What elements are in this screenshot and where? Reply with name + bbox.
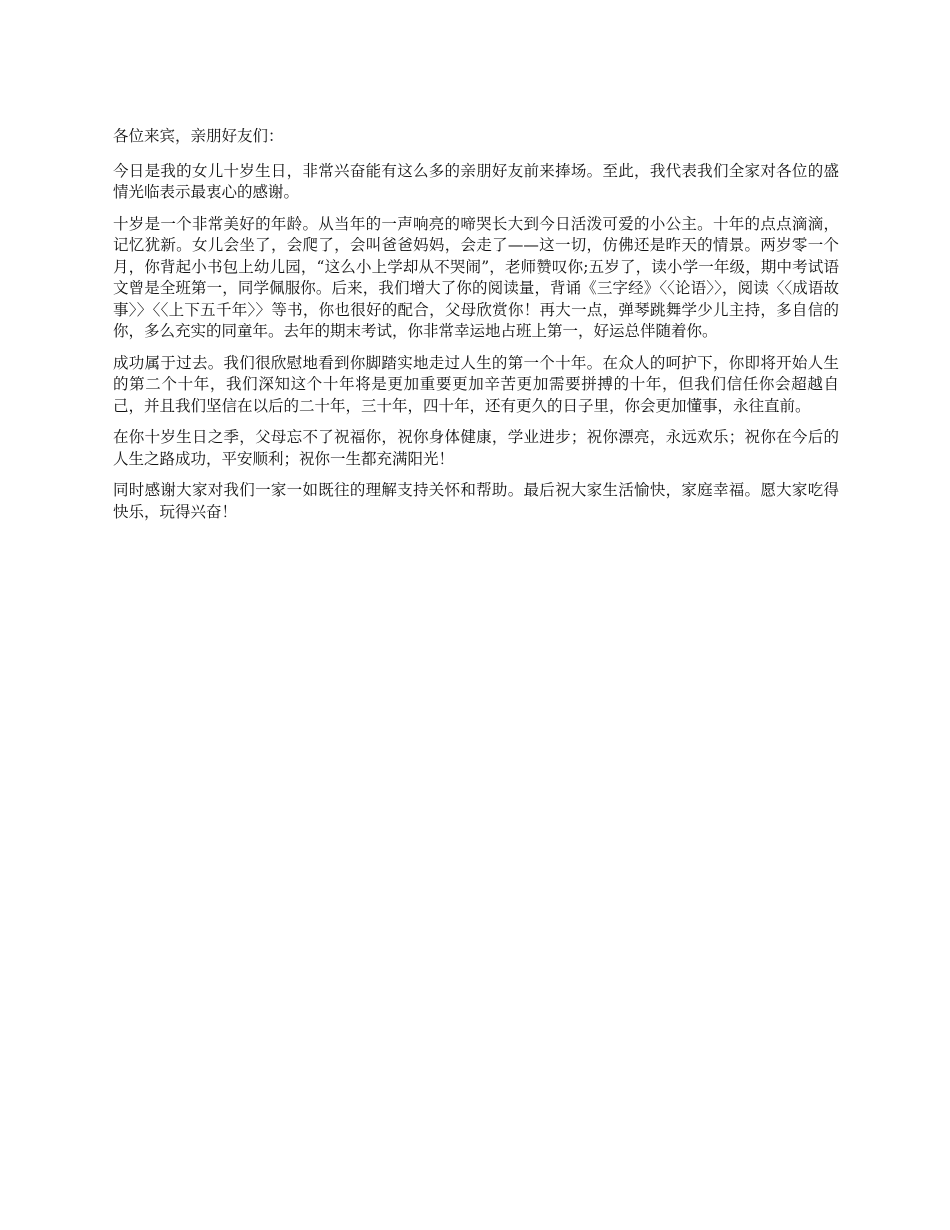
paragraph-childhood: 十岁是一个非常美好的年龄。从当年的一声响亮的啼哭长大到今日活泼可爱的小公主。十年的点点滴滴，记忆犹新。女儿会坐了，会爬了，会叫爸爸妈妈，会走了——这一切，仿佛还是昨天的情景。两岁零一个月，你背起小书包上幼儿园，“这么小上学却从不哭闹”，老师赞叹你;五岁了，读小学一年级，期中考试语文曾是全班第一，同学佩服你。后来，我们增大了你的阅读量，背诵《三字经》〈〈论语〉〉，阅读〈〈成语故事〉〉〈〈上下五千年〉〉等书，你也很好的配合，父母欣赏你！再大一点，弹琴跳舞学少儿主持，多自信的你，多么充实的同童年。去年的期末考试，你非常幸运地占班上第一，好运总伴随着你。: [113, 214, 839, 340]
paragraph-thanks: 今日是我的女儿十岁生日，非常兴奋能有这么多的亲朋好友前来捧场。至此，我代表我们全家对各位的盛情光临表示最衷心的感谢。: [113, 161, 839, 201]
paragraph-closing: 同时感谢大家对我们一家一如既往的理解支持关怀和帮助。最后祝大家生活愉快，家庭幸福。愿大家吃得快乐，玩得兴奋！: [113, 481, 839, 521]
paragraph-future: 成功属于过去。我们很欣慰地看到你脚踏实地走过人生的第一个十年。在众人的呵护下，你即将开始人生的第二个十年，我们深知这个十年将是更加重要更加辛苦更加需要拼搏的十年，但我们信任你会超越自己，并且我们坚信在以后的二十年，三十年，四十年，还有更久的日子里，你会更加懂事，永往直前。: [113, 353, 839, 415]
paragraph-wishes: 在你十岁生日之季，父母忘不了祝福你，祝你身体健康，学业进步；祝你漂亮，永远欢乐；祝你在今后的人生之路成功，平安顺利；祝你一生都充满阳光！: [113, 428, 839, 468]
salutation: 各位来宾，亲朋好友们：: [113, 127, 284, 145]
document-body: [113, 126, 839, 533]
